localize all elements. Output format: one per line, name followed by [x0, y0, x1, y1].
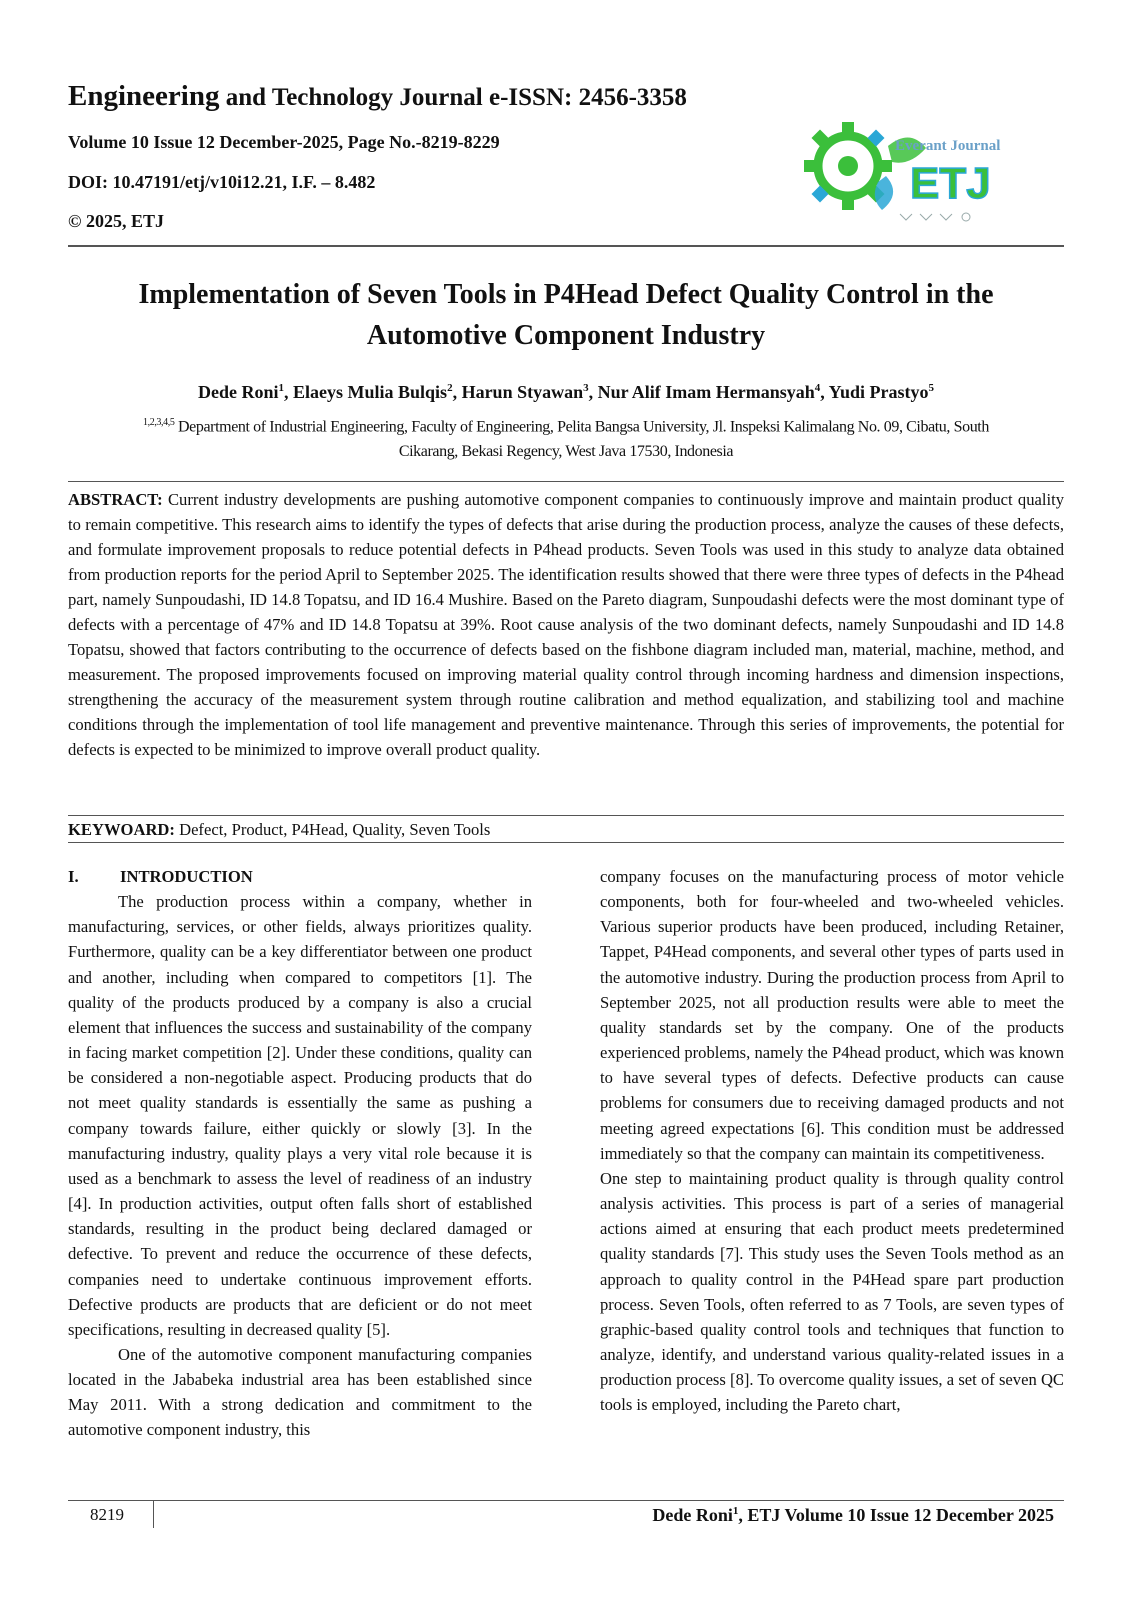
footer-rule	[68, 1500, 1064, 1501]
section-heading	[68, 864, 532, 889]
author-separator: ,	[284, 382, 294, 402]
copyright-line: © 2025, ETJ	[68, 211, 164, 231]
abstract-bottom-rule	[68, 815, 1064, 816]
header-divider	[68, 245, 1064, 247]
author-name: Nur Alif Imam Hermansyah	[597, 382, 815, 402]
doi-line: DOI: 10.47191/etj/v10i12.21, I.F. – 8.482	[68, 172, 376, 192]
author-separator: ,	[588, 382, 598, 402]
footer-author: Dede Roni	[652, 1505, 733, 1525]
intro-paragraph-2: One of the automotive component manufacturing companies located in the Jababeka industrial area has been established since May 2011. With a strong dedication and commitment to the automotive component industry, this	[68, 1344, 532, 1440]
left-column	[68, 864, 532, 1443]
etj-logo	[800, 118, 1020, 228]
author-affiliation-sup: 5	[928, 382, 934, 394]
volume-line: Volume 10 Issue 12 December-2025, Page No.-8219-8229	[68, 132, 500, 152]
page-number: 8219	[90, 1505, 124, 1524]
journal-name-first: Engineering	[68, 80, 220, 112]
section-title: INTRODUCTION	[120, 867, 253, 886]
author-name: Elaeys Mulia Bulqis	[293, 382, 448, 402]
author-name: Dede Roni	[198, 382, 279, 402]
footer-journal-info: , ETJ Volume 10 Issue 12 December 2025	[738, 1505, 1054, 1525]
footer-author-sup: 1	[732, 1505, 739, 1517]
keywords	[68, 817, 1064, 842]
author-separator: ,	[820, 382, 829, 402]
keywords-text: Defect, Product, P4Head, Quality, Seven Tools	[174, 820, 491, 839]
affiliation-line1: Department of Industrial Engineering, Faculty of Engineering, Pelita Bangsa University, Jl. Inspeksi Kalimalang No. 09, Cibatu, South	[174, 418, 989, 436]
author-affiliation-sup: 2	[447, 382, 453, 394]
logo-text-main: ETJ	[910, 159, 991, 208]
keywords-bottom-rule	[68, 842, 1064, 843]
abstract-text: Current industry developments are pushing automotive component companies to continuously improve and maintain product quality to remain competitive. This research aims to identify the types of defects that arise during the production process, analyze the causes of these defects, and formulate improvement proposals to reduce potential defects in P4head products. Seven Tools was used in this study to analyze data obtained from production reports for the period April to September 2025. The identification results showed that there were three types of defects in the P4head part, namely Sunpoudashi, ID 14.8 Topatsu, and ID 16.4 Mushire. Based on the Pareto diagram, Sunpoudashi defects were the most dominant type of defects with a percentage of 47% and ID 14.8 Topatsu at 39%. Root cause analysis of the two dominant defects, namely Sunpoudashi and ID 14.8 Topatsu, showed that factors contributing to the occurrence of defects based on the fishbone diagram included man, material, machine, method, and measurement. The proposed improvements focused on improving material quality control through incoming hardness and dimension inspections, strengthening the accuracy of the measurement system through routine calibration and method equalization, and stabilizing tool and machine conditions through the implementation of tool life management and preventive maintenance. Through this series of improvements, the potential for defects is expected to be minimized to improve overall product quality.	[68, 490, 1064, 759]
affiliation-sup: 1,2,3,4,5	[143, 417, 175, 428]
intro-paragraph-1: The production process within a company, whether in manufacturing, services, or other fields, always prioritizes quality. Furthermore, quality can be a key differentiator between one product and another, including when compared to competitors [1]. The quality of the products produced by a company is also a crucial element that influences the success and sustainability of the company in facing market competition [2]. Under these conditions, quality can be considered a non-negotiable aspect. Producing products that do not meet quality standards is essentially the same as pushing a company towards failure, either quickly or slowly [3]. In the manufacturing industry, quality plays a very vital role because it is used as a benchmark to assess the level of readiness of an industry [4]. In production activities, output often falls short of established standards, resulting in the product being declared damaged or defective. To prevent and reduce the occurrence of these defects, companies need to undertake continuous improvement efforts. Defective products are products that are deficient or do not meet specifications, resulting in decreased quality [5].	[68, 892, 532, 1339]
journal-title	[68, 80, 687, 113]
logo-text-top: Everant Journal	[895, 138, 1001, 154]
footer-separator	[153, 1500, 154, 1528]
abstract-label: ABSTRACT:	[68, 490, 163, 509]
author-affiliation-sup: 4	[814, 382, 821, 394]
author-list	[68, 382, 1064, 403]
paper-title-line1: Implementation of Seven Tools in P4Head Defect Quality Control in the	[138, 279, 994, 310]
intro-paragraph-3: company focuses on the manufacturing process of motor vehicle components, both for four-wheeled and two-wheeled vehicles. Various superior products have been produced, including Retainer, Tappet, P4Head components, and several other types of parts used in the automotive industry. During the production process from April to September 2025, not all production results were able to meet the quality standards set by the company. One of the products experienced problems, namely the P4head product, which was known to have several types of defects. Defective products can cause problems for consumers due to receiving damaged products and not meeting agreed expectations [6]. This condition must be addressed immediately so that the company can maintain its competitiveness.	[600, 867, 1064, 1163]
abstract-top-rule	[68, 481, 1064, 482]
author-name: Harun Styawan	[461, 382, 584, 402]
abstract	[68, 487, 1064, 762]
author-separator: ,	[452, 382, 462, 402]
right-column	[600, 864, 1064, 1417]
paper-title	[68, 274, 1064, 356]
journal-name-rest: and Technology Journal e-ISSN: 2456-3358	[225, 84, 687, 111]
keywords-label: KEYWOARD:	[68, 820, 175, 839]
running-footer	[652, 1505, 1054, 1526]
affiliation-line2: Cikarang, Bekasi Regency, West Java 17530, Indonesia	[398, 443, 734, 461]
intro-paragraph-4: One step to maintaining product quality is through quality control analysis activities. This process is part of a series of managerial actions aimed at ensuring that each product meets predetermined quality standards [7]. This study uses the Seven Tools method as an approach to quality control in the P4Head spare part production process. Seven Tools, often referred to as 7 Tools, are seven types of graphic-based quality control tools and techniques that function to analyze, identify, and understand various quality-related issues in a production process [8]. To overcome quality issues, a set of seven QC tools is employed, including the Pareto chart,	[600, 1168, 1064, 1415]
paper-title-line2: Automotive Component Industry	[366, 320, 766, 351]
author-name: Yudi Prastyo	[828, 382, 929, 402]
affiliation	[68, 410, 1064, 464]
author-affiliation-sup: 1	[278, 382, 285, 394]
section-number: I.	[68, 867, 79, 886]
author-affiliation-sup: 3	[583, 382, 589, 394]
